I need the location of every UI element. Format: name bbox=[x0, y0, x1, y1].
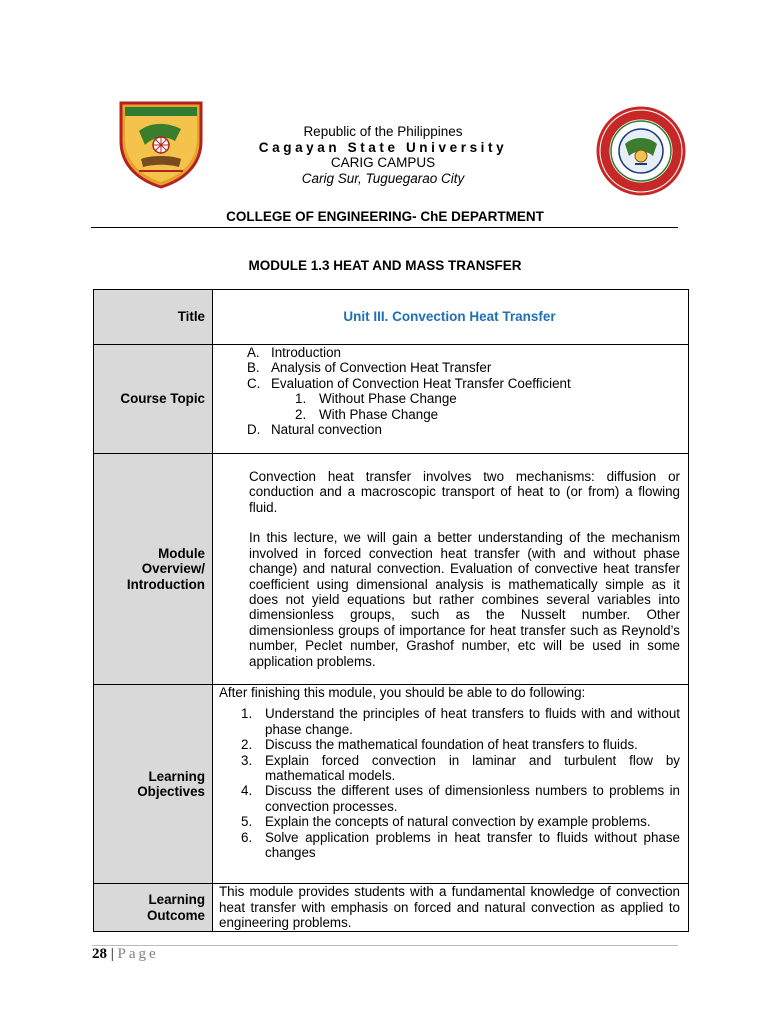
college-department: COLLEGE OF ENGINEERING- ChE DEPARTMENT bbox=[226, 209, 544, 224]
module-info-table bbox=[93, 289, 689, 932]
overview-text bbox=[219, 469, 680, 669]
objectives-list bbox=[219, 706, 680, 860]
objectives-row bbox=[94, 685, 689, 884]
document-header bbox=[230, 124, 536, 186]
topic-item: D. Natural convection bbox=[247, 422, 382, 438]
objective-item: 2. Discuss the mathematical foundation of heat transfers to fluids. bbox=[241, 737, 638, 753]
outcome-label: Learning Outcome bbox=[94, 884, 213, 932]
topic-item: C. Evaluation of Convection Heat Transfer Coefficient bbox=[247, 375, 571, 391]
title-row bbox=[94, 290, 689, 345]
header-divider bbox=[91, 227, 678, 228]
page-separator: | bbox=[107, 946, 118, 962]
page-footer bbox=[92, 946, 159, 963]
republic-line: Republic of the Philippines bbox=[303, 124, 463, 139]
objective-item: 6. Solve application problems in heat transfer to fluids without phase changes bbox=[241, 829, 680, 861]
topic-list bbox=[219, 345, 680, 437]
title-label: Title bbox=[94, 290, 213, 345]
objectives-intro: After finishing this module, you should be able to do following: bbox=[219, 685, 586, 700]
topic-subitem: 2. With Phase Change bbox=[295, 406, 439, 422]
course-topic-row bbox=[94, 345, 689, 454]
overview-paragraph: Convection heat transfer involves two mechanisms: diffusion or conduction and a macroscopic transport of heat to (or from) a flowing fluid. bbox=[249, 469, 680, 515]
overview-row bbox=[94, 454, 689, 685]
campus-name: CARIG CAMPUS bbox=[330, 155, 436, 171]
university-name: Cagayan State University bbox=[258, 139, 508, 155]
objective-item: 4. Discuss the different uses of dimensionless numbers to problems in convection processes. bbox=[241, 783, 680, 814]
campus-location: Carig Sur, Tuguegarao City bbox=[301, 170, 465, 186]
overview-paragraph: In this lecture, we will gain a better understanding of the mechanism involved in forced convection heat transfer (with and without phase change) and natural convection. Evaluation of convective heat transfer coefficient using dimensional analysis is mathematically simple as it does not yield equations but rather combines several variables into dimensionless groups, such as the Nusselt number. Other dimensionless groups of importance for heat transfer such as Reynold’s number, Peclet number, Grashof number, etc will be used in some application problems. bbox=[249, 530, 680, 669]
topic-item: B. Analysis of Convection Heat Transfer bbox=[247, 360, 492, 376]
page-word: Page bbox=[117, 946, 159, 962]
college-of-engineering-seal bbox=[595, 106, 687, 196]
topic-subitem: 1. Without Phase Change bbox=[295, 391, 457, 407]
unit-title: Unit III. Convection Heat Transfer bbox=[343, 309, 556, 325]
objective-item: 5. Explain the concepts of natural convection by example problems. bbox=[241, 814, 651, 830]
cagayan-state-university-seal bbox=[119, 101, 203, 189]
outcome-row bbox=[94, 884, 689, 932]
footer-divider bbox=[92, 945, 678, 946]
objective-item: 3. Explain forced convection in laminar and turbulent flow by mathematical models. bbox=[241, 752, 680, 784]
page-number: 28 bbox=[92, 946, 107, 962]
overview-label: Module Overview/ Introduction bbox=[94, 454, 213, 685]
objectives-label: Learning Objectives bbox=[94, 685, 213, 884]
objective-item: 1. Understand the principles of heat transfers to fluids with and without phase change. bbox=[241, 706, 680, 737]
module-title: MODULE 1.3 HEAT AND MASS TRANSFER bbox=[248, 258, 522, 273]
topic-item: A. Introduction bbox=[247, 345, 341, 360]
outcome-text: This module provides students with a fundamental knowledge of convection heat transfer with emphasis on forced and natural convection as applied to engineering problems. bbox=[219, 884, 680, 931]
course-topic-label: Course Topic bbox=[94, 345, 213, 454]
